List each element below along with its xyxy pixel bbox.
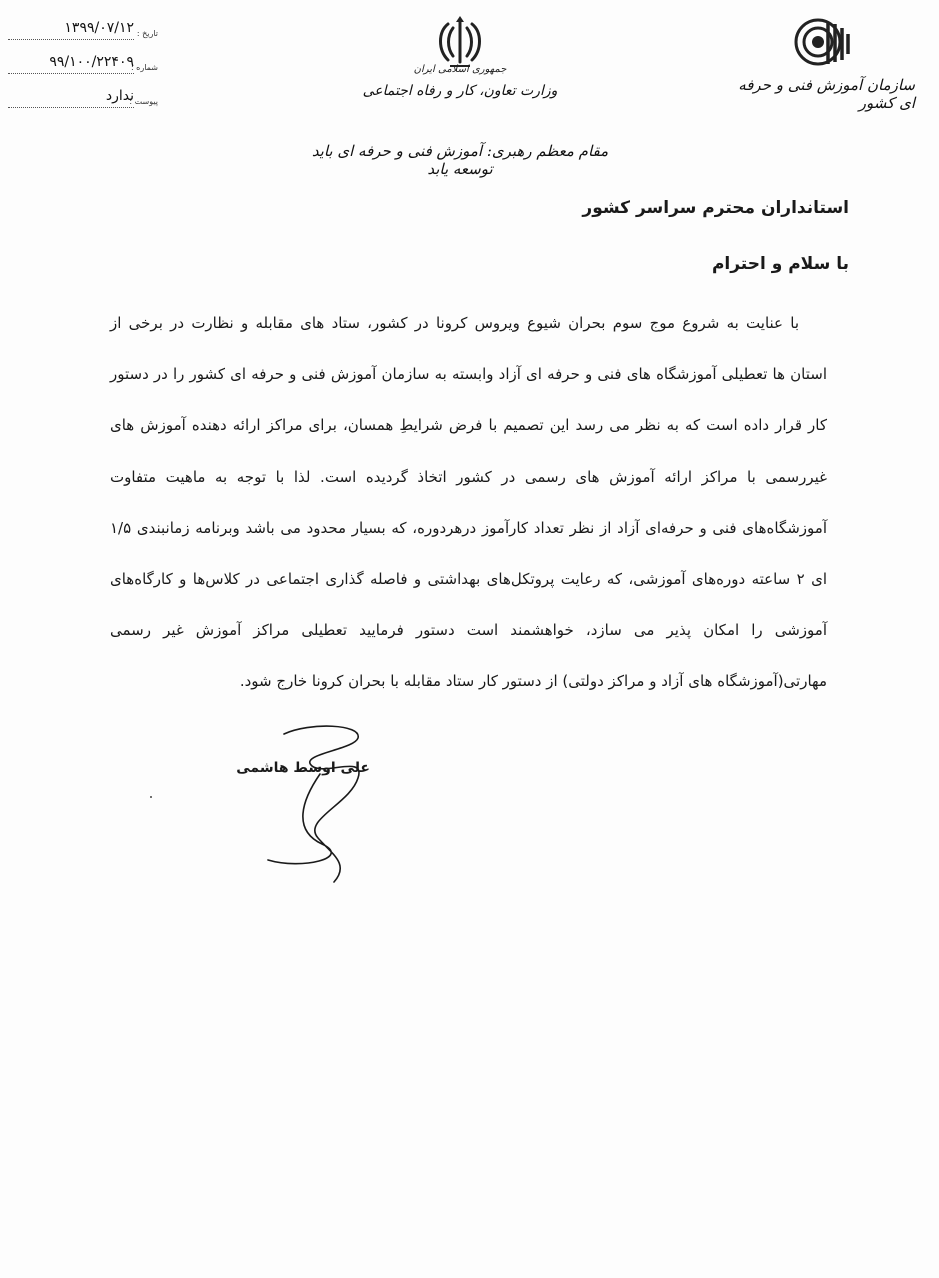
leader-motto: مقام معظم رهبری: آموزش فنی و حرفه ای باید توسعه یابد (311, 142, 609, 178)
ministry-name: وزارت تعاون، کار و رفاه اجتماعی (362, 83, 558, 99)
number-underline (8, 73, 134, 74)
date-value: ۱۳۹۹/۰۷/۱۲ (64, 20, 134, 36)
body-line: ای ۲ ساعته دوره‌های آموزشی، که رعایت پروتکل‌های بهداشتی و فاصله گذاری اجتماعی در کلاس‌ها و کارگاه‌های (110, 569, 827, 588)
signer-name: علی اوسط هاشمی (236, 760, 370, 776)
handwritten-signature-icon (262, 720, 382, 895)
republic-name: جمهوری اسلامی ایران (413, 64, 507, 75)
body-line: غیررسمی با مراکز ارائه آموزش های رسمی در کشور اتخاذ گردیده است. لذا با توجه به ماهیت متفاوت (110, 467, 827, 486)
letter-meta (8, 8, 158, 110)
attachment-label: پیوست : (129, 97, 158, 106)
body-line: کار قرار داده است که به نظر می رسد این تصمیم با فرض شرایطِ همسان، برای مراکز ارائه دهنده آموزش های (110, 416, 827, 435)
attachment-value: ندارد (105, 88, 134, 104)
number-label: شماره : (130, 63, 158, 72)
date-row (8, 8, 158, 42)
addressee: استانداران محترم سراسر کشور (582, 198, 849, 218)
body-line: آموزشگاه‌های فنی و حرفه‌ای آزاد از نظر تعداد کارآموز درهردوره، که بسیار محدود می باشد وبرنامه زمانبندی ۱/۵ (110, 518, 827, 537)
ink-dot (150, 796, 152, 798)
organization-name: سازمان آموزش فنی و حرفه ای کشور (738, 76, 915, 112)
body-line: مهارتی(آموزشگاه های آزاد و مراکز دولتی) از دستور کار ستاد مقابله با بحران کرونا خارج شود. (239, 672, 827, 691)
attachment-underline (8, 107, 134, 108)
organization-logo-icon (788, 14, 852, 74)
body-line: آموزشی را امکان پذیر می سازد، خواهشمند است دستور فرمایید تعطیلی مراکز آموزش غیر رسمی (110, 621, 827, 640)
letter-body (110, 303, 827, 713)
number-row (8, 42, 158, 76)
attachment-row (8, 76, 158, 110)
date-underline (8, 39, 134, 40)
ministry-heading (350, 64, 570, 99)
date-label: تاریخ : (136, 29, 158, 38)
body-line: استان ها تعطیلی آموزشگاه های فنی و حرفه ای آزاد وابسته به سازمان آموزش فنی و حرفه ای کشور را در دستور (110, 365, 827, 384)
body-line: با عنایت به شروع موج سوم بحران شیوع ویروس کرونا در کشور، ستاد های مقابله و نظارت در برخی از (110, 314, 799, 332)
number-value: ۹۹/۱۰۰/۲۲۴۰۹ (49, 54, 134, 70)
greeting: با سلام و احترام (711, 254, 849, 274)
